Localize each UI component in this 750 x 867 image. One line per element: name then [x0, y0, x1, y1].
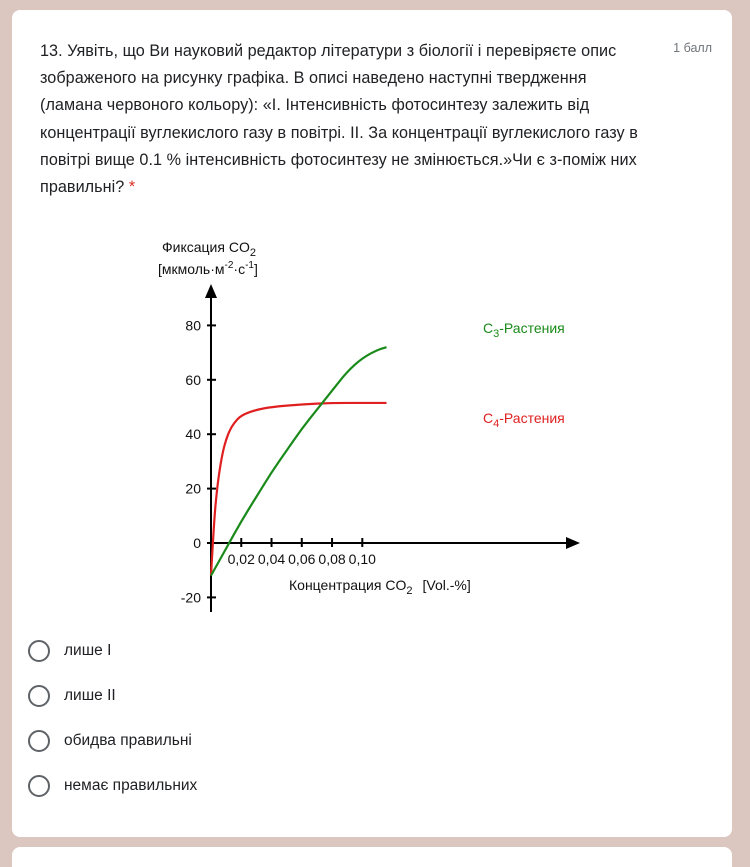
answer-option[interactable]	[28, 628, 197, 673]
y-tick-label: -20	[180, 589, 201, 606]
x-tick-label: 0,08	[318, 551, 346, 567]
answer-option[interactable]	[28, 763, 197, 808]
x-tick-label: 0,02	[227, 551, 255, 567]
series-label-4: $C_4$-Растения	[483, 410, 565, 430]
y-tick-label: 20	[185, 480, 201, 497]
chart-series	[211, 320, 565, 576]
x-axis-label: Концентрация $CO_2$ [Vol.-%]	[289, 577, 471, 597]
option-label: лише I	[64, 641, 112, 659]
radio-button[interactable]	[28, 775, 50, 797]
y-axis-label: Фиксация $CO_2$	[162, 239, 256, 259]
y-axis-arrow	[205, 284, 217, 298]
series-line-3	[211, 347, 387, 575]
option-label: лише II	[64, 686, 116, 704]
x-tick-label: 0,04	[257, 551, 286, 567]
y-tick-label: 80	[185, 317, 201, 334]
option-label: обидва правильні	[64, 731, 192, 749]
next-card-edge	[12, 847, 732, 867]
y-tick-label: 40	[185, 426, 201, 443]
points-label: 1 балл	[673, 41, 712, 55]
y-tick-label: 0	[193, 535, 201, 551]
answer-option[interactable]	[28, 673, 197, 718]
x-tick-label: 0,10	[348, 551, 376, 567]
radio-button[interactable]	[28, 685, 50, 707]
answer-option[interactable]	[28, 718, 197, 763]
y-tick-label: 60	[185, 371, 201, 388]
required-asterisk: *	[128, 178, 136, 197]
series-label-3: $C_3$-Растения	[483, 320, 565, 340]
series-line-4	[211, 403, 387, 576]
answer-options	[28, 628, 197, 808]
x-tick-label: 0,06	[288, 551, 316, 567]
question-text: 13. Уявіть, що Ви науковий редактор літератури з біології і перевіряєте опис зображеного на рисунку графіка. В описі наведено наступні твердження (ламана червоного кольору): «I. Інтенсивність фотосинтезу залежить від концентрації вуглекислого газу в повітрі. II. За концентрації вуглекислого газу в повітрі вище 0.1 % інтенсивність фотосинтезу не змінюється.»Чи є з-поміж них правильні?	[40, 42, 638, 197]
radio-button[interactable]	[28, 730, 50, 752]
y-axis-units: $[мкмоль\cdot м^{-2}\cdot с^{-1}]$	[158, 260, 258, 277]
x-axis-arrow	[566, 537, 580, 549]
option-label: немає правильних	[64, 776, 198, 794]
radio-button[interactable]	[28, 640, 50, 662]
